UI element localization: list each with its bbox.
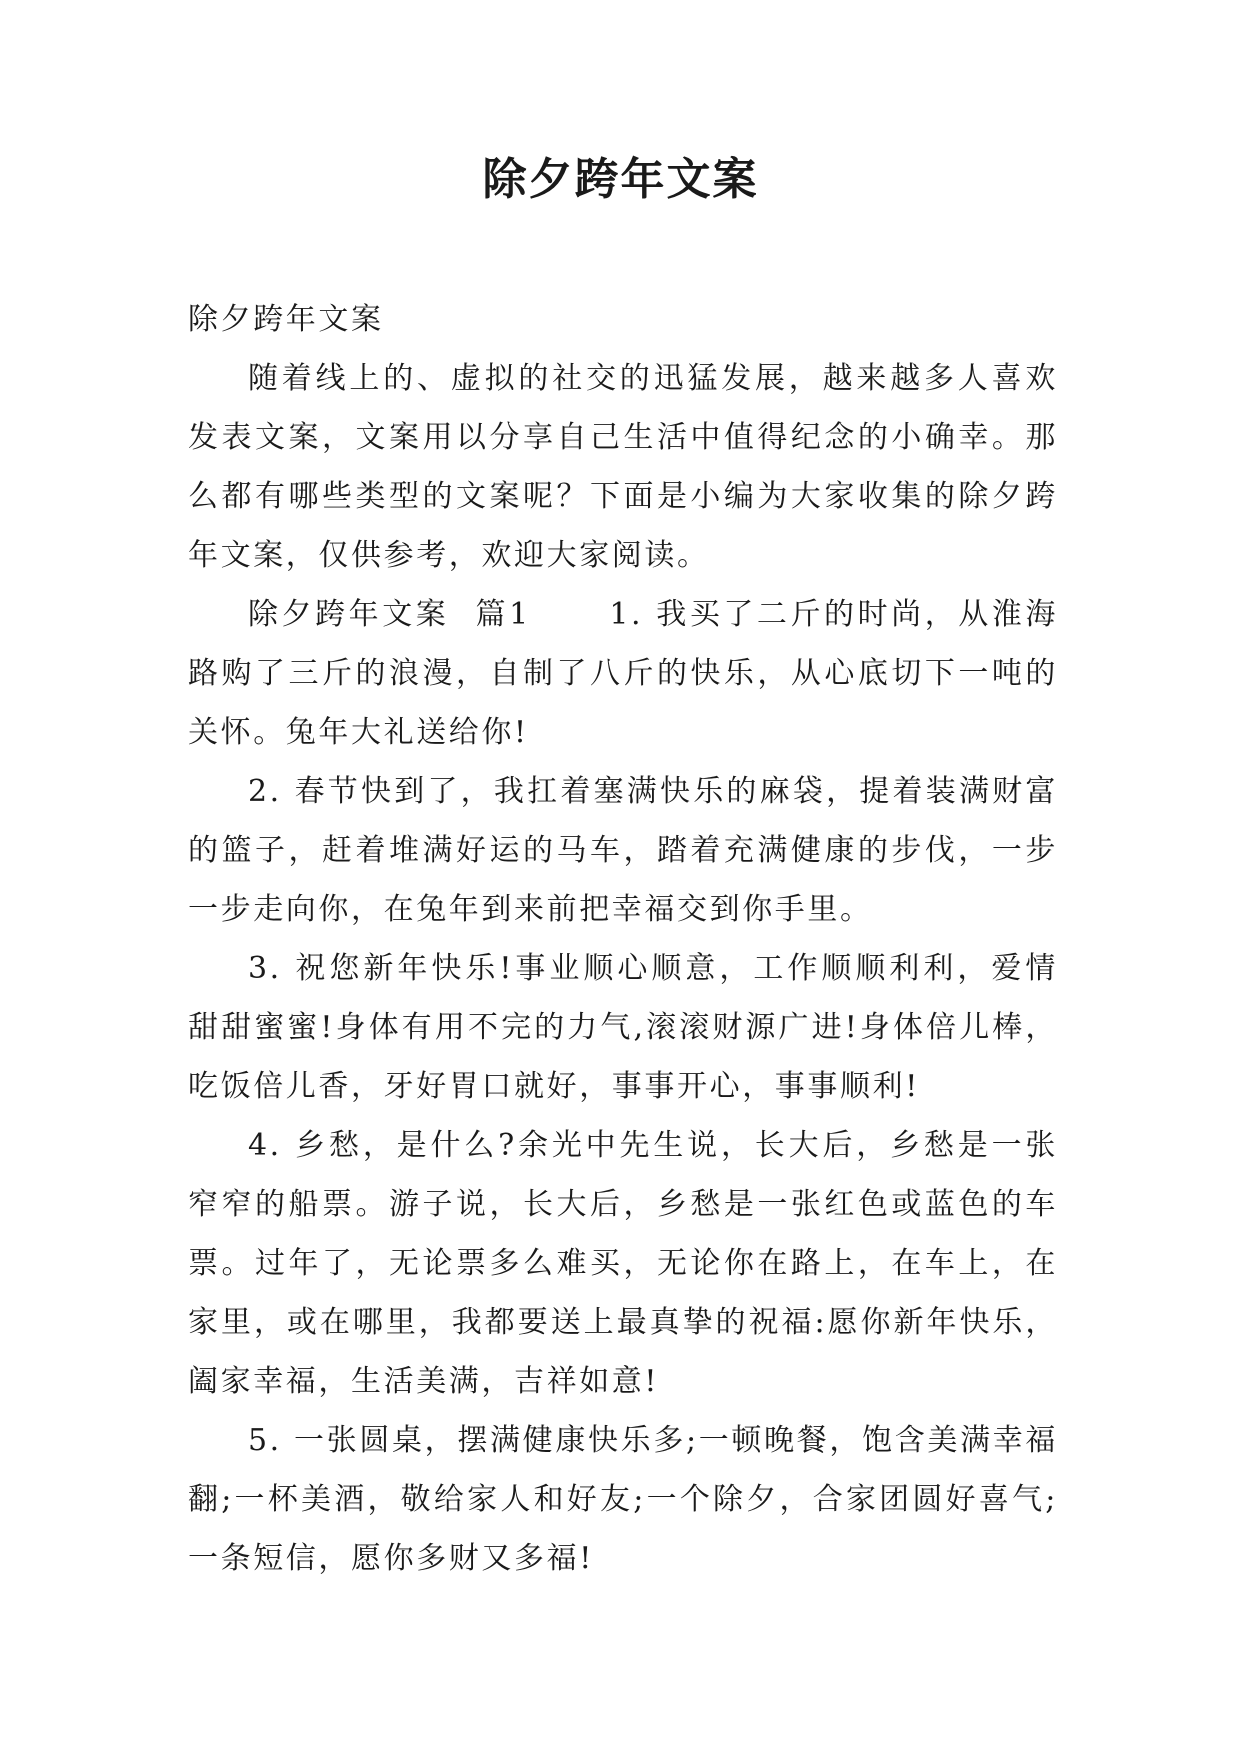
document-title: 除夕跨年文案 (482, 154, 759, 205)
paragraph-item-1: 除夕跨年文案 篇1 1. 我买了二斤的时尚，从淮海路购了三斤的浪漫，自制了八斤的快乐，从心底切下一吨的关怀。兔年大礼送给你! (188, 597, 1058, 750)
intro-paragraph: 随着线上的、虚拟的社交的迅猛发展，越来越多人喜欢发表文案，文案用以分享自己生活中值得纪念的小确幸。那么都有哪些类型的文案呢？下面是小编为大家收集的除夕跨年文案，仅供参考，欢迎大家阅读。 (188, 361, 1058, 573)
paragraph-item-3: 3. 祝您新年快乐!事业顺心顺意，工作顺顺利利，爱情甜甜蜜蜜!身体有用不完的力气,滚滚财源广进!身体倍儿棒，吃饭倍儿香，牙好胃口就好，事事开心，事事顺利! (188, 951, 1058, 1104)
paragraph-item-5: 5. 一张圆桌，摆满健康快乐多;一顿晚餐，饱含美满幸福翻;一杯美酒，敬给家人和好友;一个除夕，合家团圆好喜气;一条短信，愿你多财又多福! (188, 1423, 1058, 1576)
paragraph-item-2: 2. 春节快到了，我扛着塞满快乐的麻袋，提着装满财富的篮子，赶着堆满好运的马车，踏着充满健康的步伐，一步一步走向你，在兔年到来前把幸福交到你手里。 (188, 774, 1058, 927)
paragraph-item-4: 4. 乡愁，是什么?余光中先生说，长大后，乡愁是一张窄窄的船票。游子说，长大后，乡愁是一张红色或蓝色的车票。过年了，无论票多么难买，无论你在路上，在车上，在家里，或在哪里，我都要送上最真挚的祝福:愿你新年快乐，阖家幸福，生活美满，吉祥如意! (188, 1128, 1058, 1399)
document-subtitle: 除夕跨年文案 (188, 302, 384, 337)
document-body (188, 290, 1058, 1588)
